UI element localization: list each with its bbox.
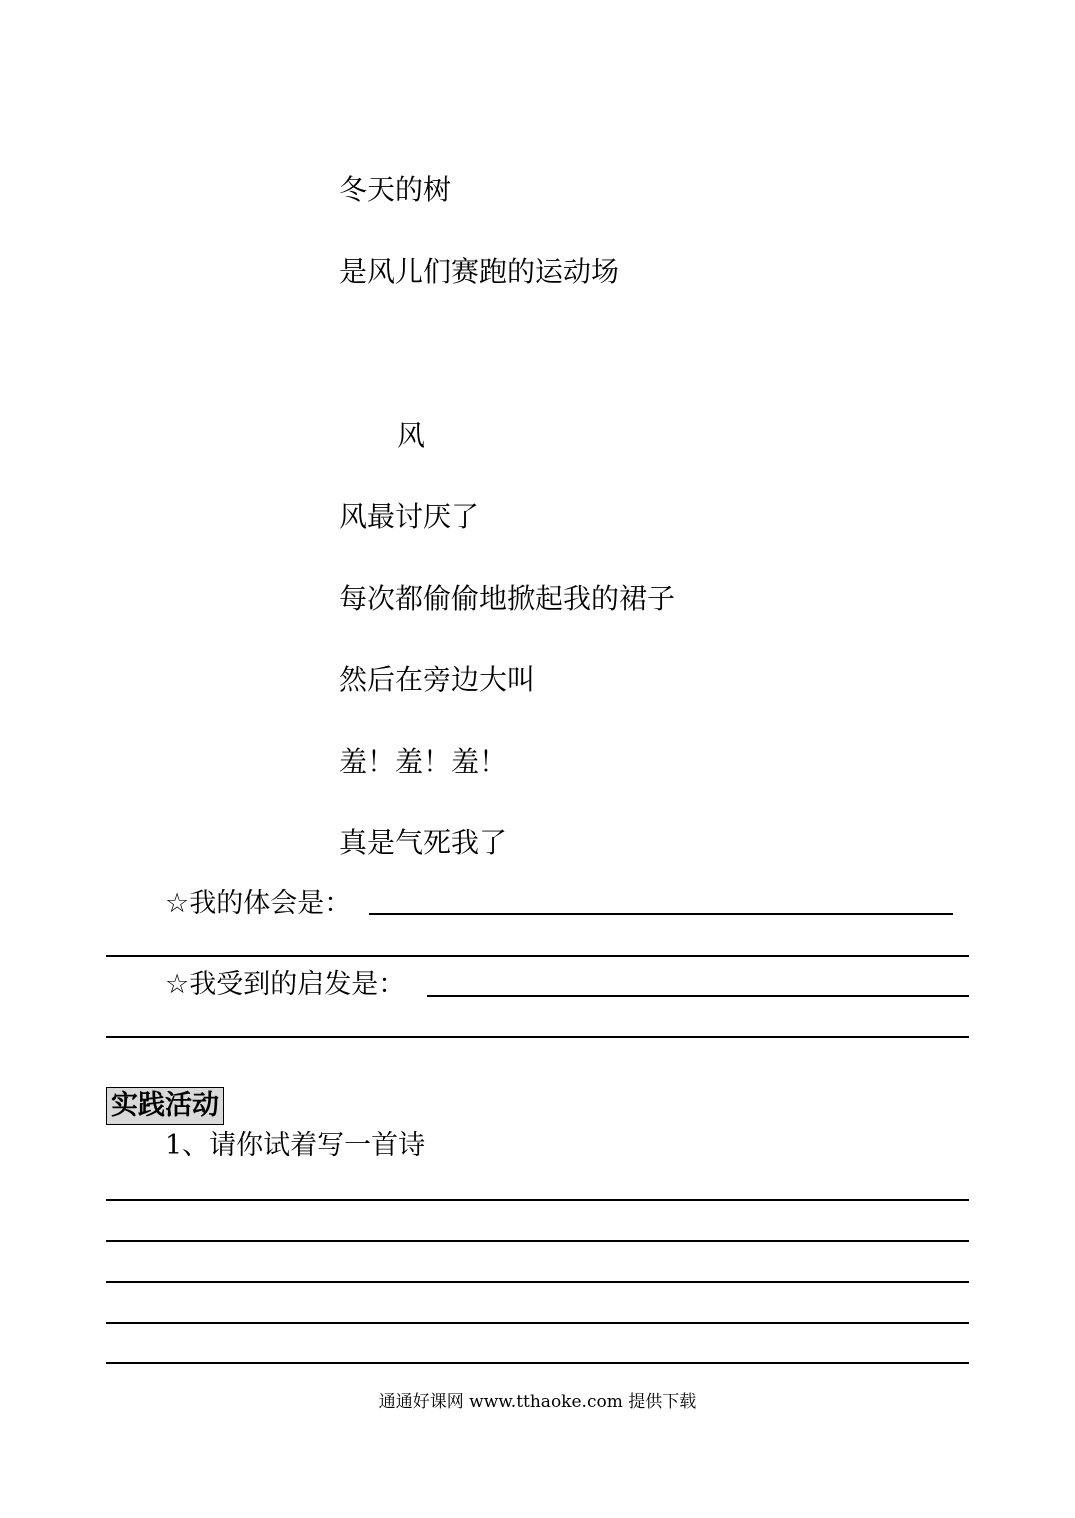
- poem-writing-line-5[interactable]: [106, 1362, 969, 1364]
- poem-writing-line-1[interactable]: [106, 1199, 969, 1201]
- poem2-line-5: 真是气死我了: [339, 826, 508, 859]
- poem-writing-line-2[interactable]: [106, 1240, 969, 1242]
- star-icon: ☆: [165, 888, 190, 919]
- poem2-line-2: 每次都偷偷地掀起我的裙子: [339, 582, 676, 615]
- inspiration-prompt: [165, 968, 405, 1002]
- poem-writing-line-3[interactable]: [106, 1281, 969, 1283]
- feeling-answer-line-2[interactable]: [106, 955, 969, 957]
- inspiration-answer-line-1[interactable]: [427, 995, 969, 997]
- practice-task-1: 1、请你试着写一首诗: [165, 1130, 426, 1161]
- practice-heading: 实践活动: [106, 1087, 224, 1125]
- feeling-prompt: [165, 887, 351, 921]
- poem2-line-1: 风最讨厌了: [339, 500, 480, 533]
- feeling-answer-line-1[interactable]: [369, 913, 953, 915]
- poem2-title: 风: [397, 419, 426, 452]
- poem1-line-2: 是风儿们赛跑的运动场: [339, 255, 620, 288]
- poem2-line-3: 然后在旁边大叫: [339, 663, 536, 696]
- poem1-line-1: 冬天的树: [339, 173, 452, 206]
- inspiration-label: 我受到的启发是：: [189, 969, 406, 1000]
- poem2-line-4: 羞！羞！羞！: [339, 745, 508, 778]
- feeling-label: 我的体会是：: [189, 888, 352, 919]
- footer-source: 通通好课网 www.tthaoke.com 提供下载: [378, 1392, 697, 1412]
- inspiration-answer-line-2[interactable]: [106, 1036, 969, 1038]
- poem-writing-line-4[interactable]: [106, 1322, 969, 1324]
- star-icon: ☆: [165, 969, 190, 1000]
